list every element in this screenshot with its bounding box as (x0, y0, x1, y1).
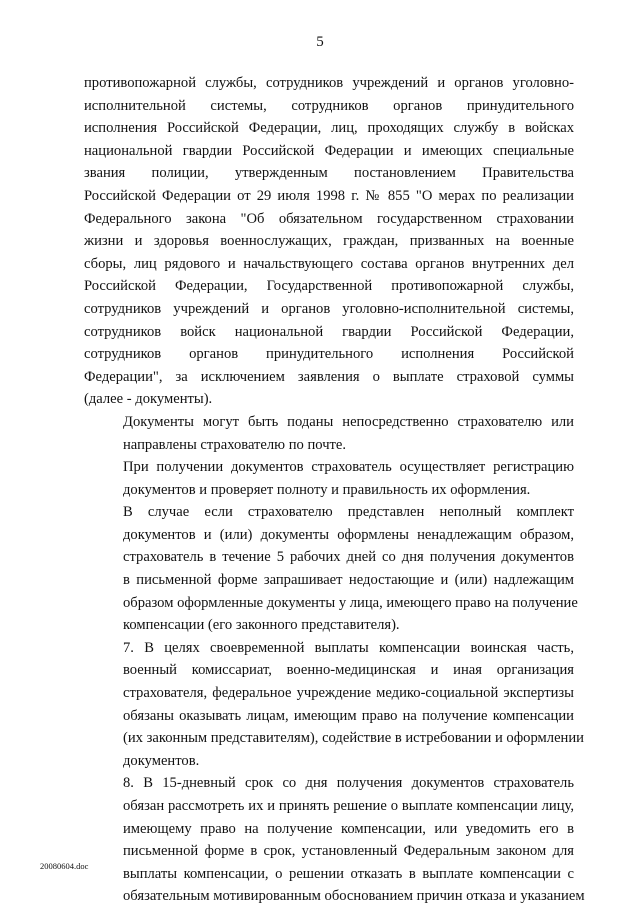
text-line: военный комиссариат, военно-медицинская и иная организация (123, 662, 574, 679)
text-line: противопожарной службы, сотрудников учреждений и органов уголовно- (84, 75, 574, 91)
text-line: 7. В целях своевременной выплаты компенсации воинская часть, (123, 639, 574, 656)
text-line: При получении документов страхователь осуществляет регистрацию (123, 459, 574, 476)
text-line: (далее - документы). (84, 391, 213, 408)
text-line: (их законным представителям), содействие в истребовании и оформлении (123, 730, 584, 747)
text-line: документов и (или) документы оформлены ненадлежащим образом, (123, 526, 574, 543)
text-line: имеющему право на получение компенсации, или уведомить его в (123, 820, 574, 837)
text-line: выплаты компенсации, о решении отказать в выплате компенсации с (123, 865, 574, 882)
text-line: обязаны оказывать лицам, имеющим право на получение компенсации (123, 707, 574, 724)
text-line: национальной гвардии Российской Федерации и имеющих специальные (84, 142, 574, 159)
text-line: исполнения Российской Федерации, лиц, проходящих службу в войсках (84, 120, 574, 137)
text-line: в письменной форме запрашивает недостающие и (или) надлежащим (123, 572, 574, 589)
text-line: жизни и здоровья военнослужащих, граждан, призванных на военные (84, 233, 574, 250)
text-line: образом оформленные документы у лица, имеющего право на получение (123, 594, 578, 611)
text-line: сотрудников учреждений и органов уголовно-исполнительной системы, (84, 300, 574, 317)
text-line: Российской Федерации, Государственной противопожарной службы, (84, 278, 574, 295)
footer-filename: 20080604.doc (40, 861, 89, 871)
text-line: обязан рассмотреть их и принять решение о выплате компенсации лицу, (123, 798, 574, 814)
text-line: направлены страхователю по почте. (123, 436, 347, 453)
text-line: Документы могут быть поданы непосредственно страхователю или (123, 413, 574, 430)
text-line: Российской Федерации от 29 июля 1998 г. № 855 "О мерах по реализации (84, 187, 574, 204)
text-line: звания полиции, утвержденным постановлением Правительства (84, 165, 574, 182)
text-line: компенсации (его законного представителя). (123, 617, 400, 634)
text-line: Федерального закона "Об обязательном государственном страховании (84, 210, 574, 227)
text-line: страхователя, федеральное учреждение медико-социальной экспертизы (123, 685, 574, 702)
paragraph (84, 456, 574, 501)
text-line: обязательным мотивированным обоснованием причин отказа и указанием (123, 888, 585, 905)
text-line: письменной форме в срок, установленный Федеральным законом для (123, 843, 574, 860)
paragraph (84, 72, 574, 411)
text-line: В случае если страхователю представлен неполный комплект (123, 504, 574, 521)
page-number: 5 (316, 34, 324, 50)
document-body (84, 72, 585, 908)
text-line: документов и проверяет полноту и правильность их оформления. (123, 481, 531, 498)
text-line: исполнительной системы, сотрудников органов принудительного (84, 97, 574, 114)
text-line: Федерации", за исключением заявления о выплате страховой суммы (84, 368, 574, 385)
text-line: документов. (123, 752, 200, 769)
paragraph (84, 637, 584, 773)
paragraph (84, 772, 585, 908)
text-line: сотрудников войск национальной гвардии Российской Федерации, (84, 323, 574, 340)
text-line: 8. В 15-дневный срок со дня получения документов страхователь (123, 775, 574, 792)
paragraph (84, 411, 574, 456)
text-line: сотрудников органов принудительного исполнения Российской (84, 346, 574, 363)
text-line: страхователь в течение 5 рабочих дней со дня получения документов (123, 549, 574, 566)
paragraph (84, 501, 578, 637)
text-line: сборы, лиц рядового и начальствующего состава органов внутренних дел (84, 255, 574, 272)
